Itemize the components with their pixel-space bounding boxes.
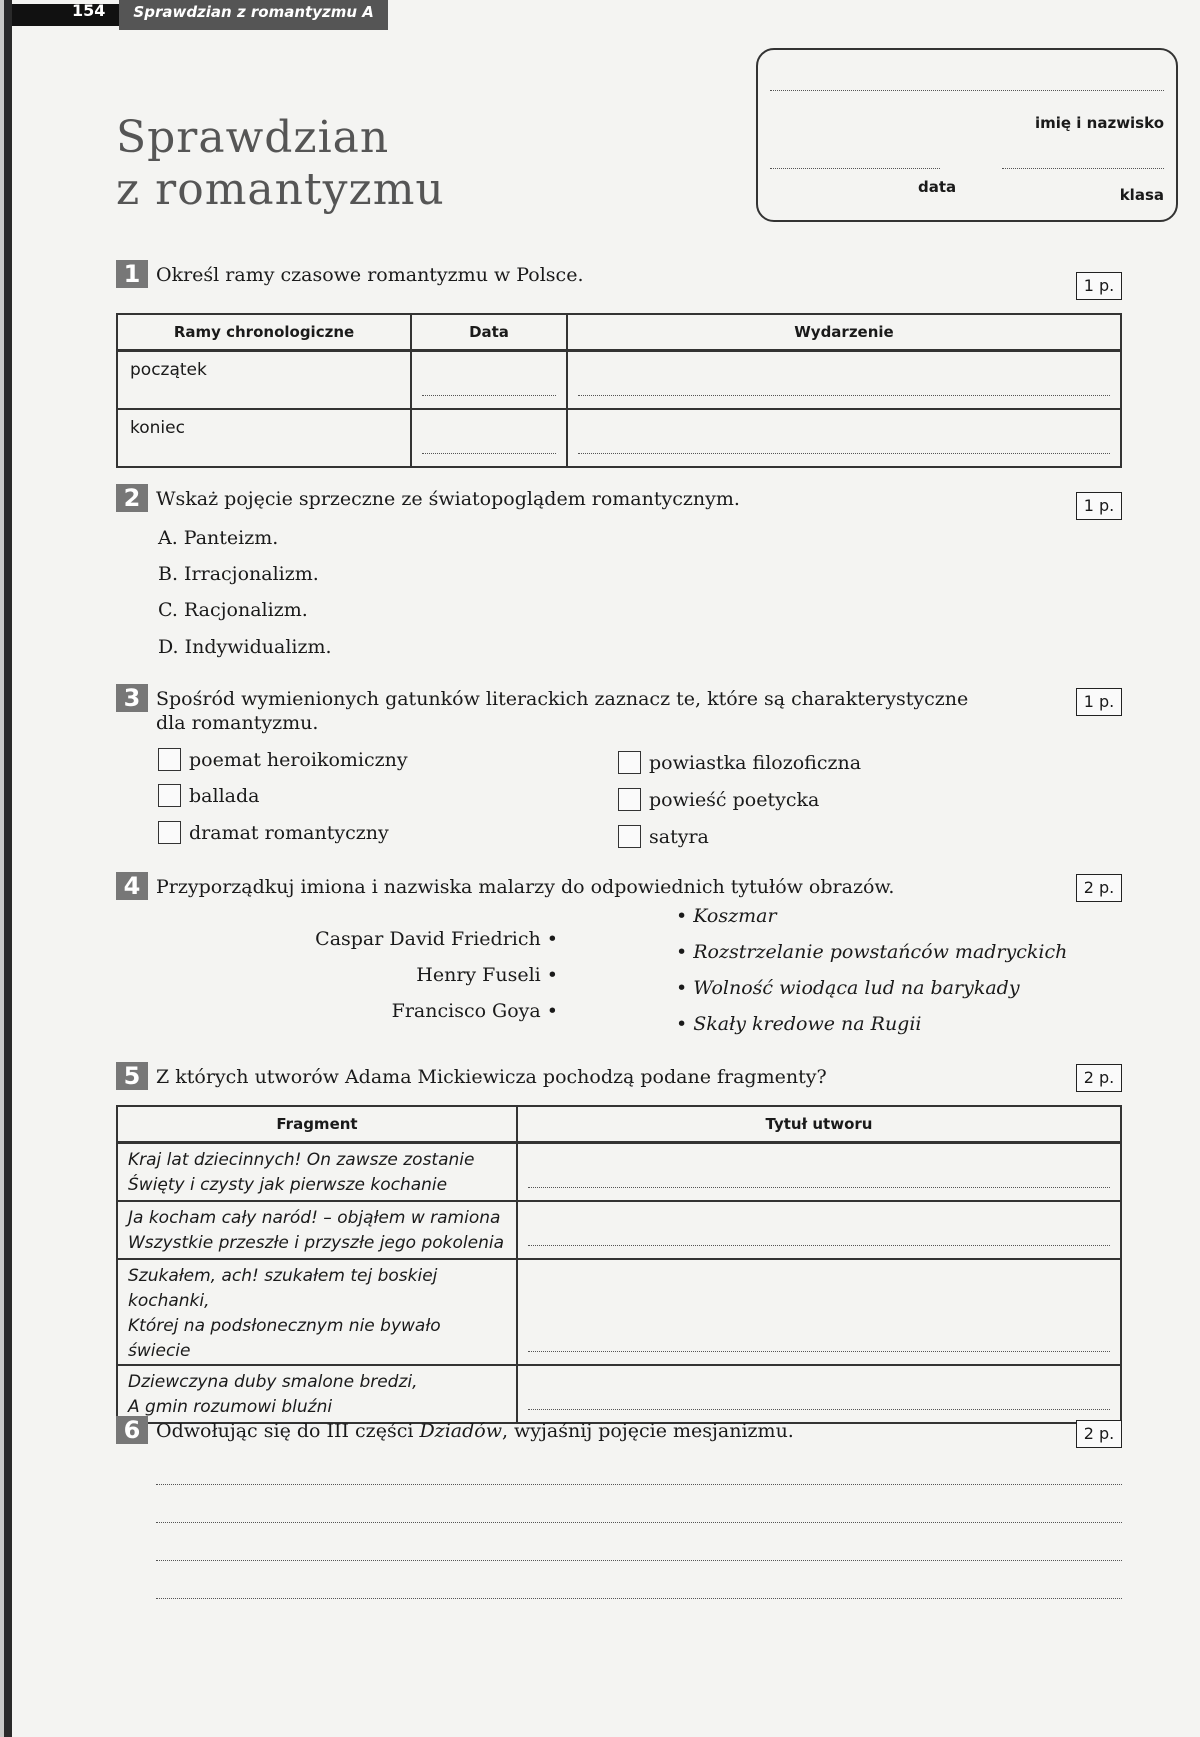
task-1-prompt bbox=[116, 260, 583, 288]
checkbox-label: poemat heroikomiczny bbox=[189, 748, 408, 771]
fragment-cell bbox=[117, 1201, 517, 1259]
date-answer-cell[interactable] bbox=[411, 351, 567, 409]
date-label: data bbox=[918, 178, 957, 196]
task-number-badge: 2 bbox=[116, 484, 148, 512]
points-box: 2 p. bbox=[1076, 1064, 1122, 1092]
fragments-table bbox=[116, 1105, 1122, 1424]
title-answer-cell[interactable] bbox=[517, 1201, 1121, 1259]
title-line-2: z romantyzmu bbox=[116, 164, 445, 215]
painting-item[interactable]: • Rozstrzelanie powstańców madryckich bbox=[676, 941, 1068, 963]
painting-title: Skały kredowe na Rugii bbox=[693, 1013, 922, 1035]
fragment-line: Której na podsłonecznym nie bywało świecie bbox=[128, 1315, 441, 1361]
running-header bbox=[12, 0, 388, 30]
genre-checkbox-item[interactable] bbox=[158, 784, 259, 807]
checkbox[interactable] bbox=[158, 821, 181, 844]
fragment-cell bbox=[117, 1143, 517, 1201]
title-answer-cell[interactable] bbox=[517, 1259, 1121, 1365]
answer-line[interactable] bbox=[156, 1484, 1122, 1485]
task-2-prompt bbox=[116, 484, 740, 512]
title-answer-cell[interactable] bbox=[517, 1365, 1121, 1423]
painter-item[interactable]: Caspar David Friedrich • bbox=[315, 928, 558, 950]
task-number-badge: 5 bbox=[116, 1062, 148, 1090]
painting-title: Rozstrzelanie powstańców madryckich bbox=[693, 941, 1068, 963]
task-text: Z których utworów Adama Mickiewicza pochodzą podane fragmenty? bbox=[156, 1066, 827, 1088]
points-box: 2 p. bbox=[1076, 1420, 1122, 1448]
class-label: klasa bbox=[1119, 186, 1164, 204]
checkbox[interactable] bbox=[158, 748, 181, 771]
task-text-line-2: dla romantyzmu. bbox=[156, 712, 319, 734]
painter-name: Henry Fuseli bbox=[416, 964, 541, 986]
table-row bbox=[117, 1201, 1121, 1259]
task-number-badge: 4 bbox=[116, 872, 148, 900]
task-text bbox=[156, 684, 968, 735]
page-title bbox=[116, 112, 445, 216]
option-d[interactable]: D. Indywidualizm. bbox=[158, 636, 332, 658]
checkbox-label: dramat romantyczny bbox=[189, 821, 389, 844]
task-number-badge: 1 bbox=[116, 260, 148, 288]
task-number-badge: 6 bbox=[116, 1416, 148, 1444]
option-a[interactable]: A. Panteizm. bbox=[158, 527, 279, 549]
page-number: 154 bbox=[12, 4, 119, 26]
painting-item[interactable]: • Skały kredowe na Rugii bbox=[676, 1013, 922, 1035]
timeframe-table bbox=[116, 313, 1122, 468]
name-label: imię i nazwisko bbox=[1034, 114, 1164, 132]
row-label: początek bbox=[117, 351, 411, 409]
fragment-line: Święty i czysty jak pierwsze kochanie bbox=[128, 1175, 448, 1195]
painter-name: Caspar David Friedrich bbox=[315, 928, 541, 950]
genre-checkbox-item[interactable] bbox=[618, 751, 861, 774]
checkbox-label: ballada bbox=[189, 784, 260, 807]
running-header-title: Sprawdzian z romantyzmu A bbox=[119, 0, 387, 30]
task-text: Przyporządkuj imiona i nazwiska malarzy do odpowiednich tytułów obrazów. bbox=[156, 876, 895, 898]
worksheet-page bbox=[4, 0, 1200, 1737]
table-row bbox=[117, 351, 1121, 409]
checkbox[interactable] bbox=[618, 751, 641, 774]
fragment-cell bbox=[117, 1365, 517, 1423]
fragment-line: Szukałem, ach! szukałem tej boskiej kochanki, bbox=[128, 1265, 438, 1311]
event-answer-cell[interactable] bbox=[567, 409, 1121, 467]
answer-line[interactable] bbox=[156, 1598, 1122, 1599]
fragment-line: A gmin rozumowi bluźni bbox=[128, 1396, 333, 1417]
title-answer-cell[interactable] bbox=[517, 1143, 1121, 1201]
painter-item[interactable]: Henry Fuseli • bbox=[416, 964, 558, 986]
task-text-line-1: Spośród wymienionych gatunków literackich zaznacz te, które są charakterystyczne bbox=[156, 688, 969, 710]
event-answer-cell[interactable] bbox=[567, 351, 1121, 409]
points-box: 1 p. bbox=[1076, 688, 1122, 716]
title-line-1: Sprawdzian bbox=[116, 112, 390, 163]
genre-checkbox-item[interactable] bbox=[618, 788, 819, 811]
task-6-prompt bbox=[116, 1416, 794, 1444]
fragment-line: Dziewczyna duby smalone bredzi, bbox=[128, 1371, 418, 1392]
table-row bbox=[117, 409, 1121, 467]
table-row bbox=[117, 1365, 1121, 1423]
table-header: Wydarzenie bbox=[567, 314, 1121, 351]
checkbox[interactable] bbox=[618, 825, 641, 848]
option-c[interactable]: C. Racjonalizm. bbox=[158, 599, 308, 621]
points-box: 2 p. bbox=[1076, 874, 1122, 902]
checkbox[interactable] bbox=[618, 788, 641, 811]
answer-line[interactable] bbox=[156, 1522, 1122, 1523]
genre-checkbox-item[interactable] bbox=[618, 825, 709, 848]
checkbox-label: powiastka filozoficzna bbox=[649, 751, 862, 774]
task-text bbox=[156, 1416, 794, 1443]
painter-item[interactable]: Francisco Goya • bbox=[391, 1000, 558, 1022]
table-row bbox=[117, 1143, 1121, 1201]
task-text-part: Odwołując się do III części bbox=[156, 1420, 420, 1442]
task-4-prompt bbox=[116, 872, 894, 900]
task-5-prompt bbox=[116, 1062, 827, 1090]
fragment-line: Kraj lat dziecinnych! On zawsze zostanie bbox=[128, 1150, 475, 1170]
task-text-part: , wyjaśnij pojęcie mesjanizmu. bbox=[501, 1420, 794, 1442]
table-header: Data bbox=[411, 314, 567, 351]
checkbox-label: powieść poetycka bbox=[649, 788, 820, 811]
genre-checkbox-item[interactable] bbox=[158, 748, 408, 771]
task-text: Określ ramy czasowe romantyzmu w Polsce. bbox=[156, 264, 584, 286]
points-box: 1 p. bbox=[1076, 492, 1122, 520]
genre-checkbox-item[interactable] bbox=[158, 821, 389, 844]
name-field[interactable] bbox=[770, 90, 1164, 91]
table-header: Fragment bbox=[117, 1106, 517, 1143]
date-answer-cell[interactable] bbox=[411, 409, 567, 467]
task-number-badge: 3 bbox=[116, 684, 148, 712]
work-title: Dziadów bbox=[419, 1420, 502, 1442]
option-b[interactable]: B. Irracjonalizm. bbox=[158, 563, 319, 585]
painting-item[interactable]: • Koszmar bbox=[676, 905, 777, 927]
date-field[interactable] bbox=[770, 168, 940, 169]
row-label: koniec bbox=[117, 409, 411, 467]
painting-item[interactable]: • Wolność wiodąca lud na barykady bbox=[676, 977, 1020, 999]
checkbox[interactable] bbox=[158, 784, 181, 807]
student-info-box bbox=[756, 48, 1178, 222]
fragment-line: Wszystkie przeszłe i przyszłe jego pokolenia bbox=[128, 1232, 505, 1253]
checkbox-label: satyra bbox=[649, 825, 709, 848]
fragment-cell bbox=[117, 1259, 517, 1365]
table-header: Tytuł utworu bbox=[517, 1106, 1121, 1143]
fragment-line: Ja kocham cały naród! – objąłem w ramiona bbox=[128, 1207, 501, 1228]
task-3-prompt bbox=[116, 684, 968, 735]
answer-line[interactable] bbox=[156, 1560, 1122, 1561]
table-row bbox=[117, 1259, 1121, 1365]
class-field[interactable] bbox=[1002, 168, 1164, 169]
painting-title: Koszmar bbox=[693, 905, 777, 927]
binding-edge bbox=[4, 0, 12, 1737]
points-box: 1 p. bbox=[1076, 272, 1122, 300]
task-text: Wskaż pojęcie sprzeczne ze światopoglądem romantycznym. bbox=[156, 488, 740, 510]
table-header: Ramy chronologiczne bbox=[117, 314, 411, 351]
painting-title: Wolność wiodąca lud na barykady bbox=[693, 977, 1020, 999]
painter-name: Francisco Goya bbox=[391, 1000, 541, 1022]
